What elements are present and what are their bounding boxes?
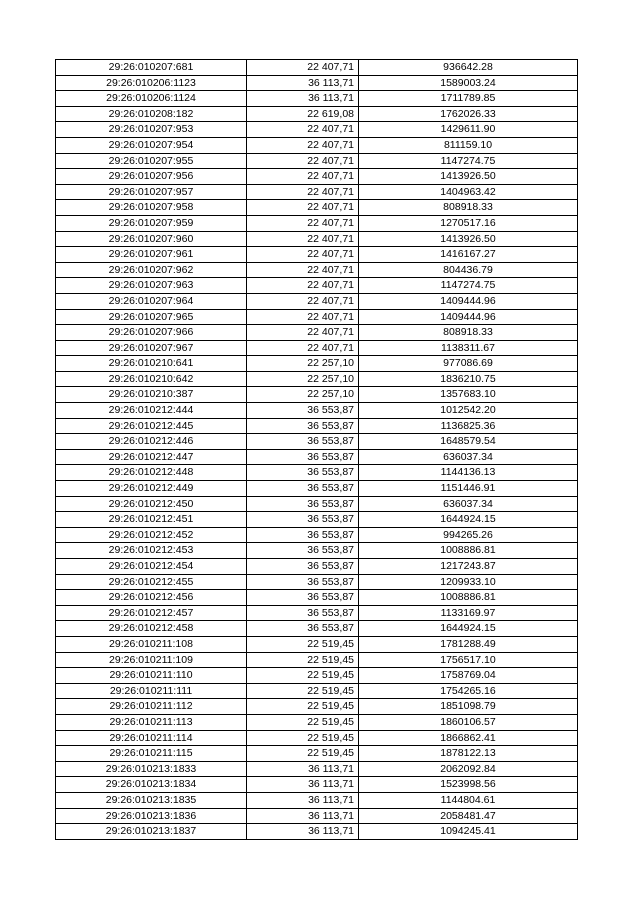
cadastral-number-cell: 29:26:010207:960 bbox=[56, 231, 247, 247]
cadastral-number-cell: 29:26:010211:112 bbox=[56, 699, 247, 715]
cadastral-value-cell: 1409444.96 bbox=[359, 293, 578, 309]
cadastral-value-cell: 636037.34 bbox=[359, 496, 578, 512]
area-cell: 22 407,71 bbox=[247, 309, 359, 325]
table-row bbox=[56, 621, 578, 637]
table-row bbox=[56, 293, 578, 309]
cadastral-value-cell: 1523998.56 bbox=[359, 777, 578, 793]
cadastral-number-cell: 29:26:010207:962 bbox=[56, 262, 247, 278]
cadastral-number-cell: 29:26:010212:455 bbox=[56, 574, 247, 590]
cadastral-number-cell: 29:26:010211:111 bbox=[56, 683, 247, 699]
table-row bbox=[56, 91, 578, 107]
cadastral-value-cell: 2058481.47 bbox=[359, 808, 578, 824]
area-cell: 22 407,71 bbox=[247, 215, 359, 231]
table-row bbox=[56, 340, 578, 356]
cadastral-value-cell: 936642.28 bbox=[359, 60, 578, 76]
cadastral-value-cell: 1644924.15 bbox=[359, 621, 578, 637]
table-row bbox=[56, 668, 578, 684]
area-cell: 36 113,71 bbox=[247, 91, 359, 107]
cadastral-number-cell: 29:26:010212:456 bbox=[56, 590, 247, 606]
cadastral-value-cell: 1711789.85 bbox=[359, 91, 578, 107]
cadastral-number-cell: 29:26:010213:1833 bbox=[56, 761, 247, 777]
cadastral-number-cell: 29:26:010206:1124 bbox=[56, 91, 247, 107]
area-cell: 36 553,87 bbox=[247, 512, 359, 528]
cadastral-number-cell: 29:26:010207:967 bbox=[56, 340, 247, 356]
cadastral-value-cell: 1429611.90 bbox=[359, 122, 578, 138]
cadastral-number-cell: 29:26:010207:963 bbox=[56, 278, 247, 294]
cadastral-value-cell: 1413926.50 bbox=[359, 169, 578, 185]
cadastral-number-cell: 29:26:010212:444 bbox=[56, 403, 247, 419]
cadastral-value-cell: 1416167.27 bbox=[359, 247, 578, 263]
cadastral-number-cell: 29:26:010210:642 bbox=[56, 371, 247, 387]
table-row bbox=[56, 106, 578, 122]
table-row bbox=[56, 527, 578, 543]
table-row bbox=[56, 590, 578, 606]
cadastral-value-cell: 1762026.33 bbox=[359, 106, 578, 122]
table-row bbox=[56, 247, 578, 263]
cadastral-number-cell: 29:26:010211:110 bbox=[56, 668, 247, 684]
cadastral-value-cell: 1012542.20 bbox=[359, 403, 578, 419]
cadastral-value-cell: 1133169.97 bbox=[359, 605, 578, 621]
cadastral-value-cell: 1008886.81 bbox=[359, 543, 578, 559]
cadastral-number-cell: 29:26:010207:958 bbox=[56, 200, 247, 216]
cadastral-number-cell: 29:26:010210:387 bbox=[56, 387, 247, 403]
cadastral-number-cell: 29:26:010212:446 bbox=[56, 434, 247, 450]
cadastral-value-cell: 1270517.16 bbox=[359, 215, 578, 231]
table-row bbox=[56, 309, 578, 325]
cadastral-number-cell: 29:26:010213:1834 bbox=[56, 777, 247, 793]
area-cell: 22 407,71 bbox=[247, 184, 359, 200]
table-row bbox=[56, 137, 578, 153]
table-row bbox=[56, 465, 578, 481]
cadastral-value-cell: 1151446.91 bbox=[359, 481, 578, 497]
cadastral-number-cell: 29:26:010207:956 bbox=[56, 169, 247, 185]
area-cell: 22 407,71 bbox=[247, 153, 359, 169]
cadastral-number-cell: 29:26:010212:453 bbox=[56, 543, 247, 559]
area-cell: 36 553,87 bbox=[247, 449, 359, 465]
area-cell: 22 519,45 bbox=[247, 652, 359, 668]
cadastral-value-cell: 1144804.61 bbox=[359, 792, 578, 808]
cadastral-value-cell: 1878122.13 bbox=[359, 746, 578, 762]
area-cell: 22 257,10 bbox=[247, 356, 359, 372]
cadastral-value-cell: 1758769.04 bbox=[359, 668, 578, 684]
table-row bbox=[56, 714, 578, 730]
area-cell: 36 553,87 bbox=[247, 527, 359, 543]
cadastral-number-cell: 29:26:010207:681 bbox=[56, 60, 247, 76]
table-row bbox=[56, 605, 578, 621]
area-cell: 22 407,71 bbox=[247, 278, 359, 294]
cadastral-value-cell: 1144136.13 bbox=[359, 465, 578, 481]
area-cell: 36 553,87 bbox=[247, 434, 359, 450]
cadastral-value-cell: 1217243.87 bbox=[359, 559, 578, 575]
area-cell: 22 407,71 bbox=[247, 137, 359, 153]
area-cell: 36 553,87 bbox=[247, 403, 359, 419]
cadastral-number-cell: 29:26:010213:1837 bbox=[56, 824, 247, 840]
area-cell: 22 519,45 bbox=[247, 730, 359, 746]
cadastral-number-cell: 29:26:010207:966 bbox=[56, 325, 247, 341]
area-cell: 22 619,08 bbox=[247, 106, 359, 122]
cadastral-number-cell: 29:26:010207:955 bbox=[56, 153, 247, 169]
area-cell: 36 553,87 bbox=[247, 418, 359, 434]
table-body bbox=[56, 60, 578, 840]
cadastral-value-cell: 1589003.24 bbox=[359, 75, 578, 91]
table-row bbox=[56, 325, 578, 341]
table-row bbox=[56, 652, 578, 668]
area-cell: 36 113,71 bbox=[247, 761, 359, 777]
cadastral-number-cell: 29:26:010212:451 bbox=[56, 512, 247, 528]
cadastral-number-cell: 29:26:010213:1835 bbox=[56, 792, 247, 808]
cadastral-value-cell: 1851098.79 bbox=[359, 699, 578, 715]
cadastral-number-cell: 29:26:010212:450 bbox=[56, 496, 247, 512]
cadastral-number-cell: 29:26:010211:108 bbox=[56, 636, 247, 652]
cadastral-value-cell: 1866862.41 bbox=[359, 730, 578, 746]
cadastral-number-cell: 29:26:010212:448 bbox=[56, 465, 247, 481]
area-cell: 36 113,71 bbox=[247, 792, 359, 808]
table-row bbox=[56, 699, 578, 715]
table-row bbox=[56, 496, 578, 512]
table-row bbox=[56, 262, 578, 278]
table-row bbox=[56, 824, 578, 840]
cadastral-value-cell: 1756517.10 bbox=[359, 652, 578, 668]
cadastral-number-cell: 29:26:010208:182 bbox=[56, 106, 247, 122]
table-row bbox=[56, 418, 578, 434]
area-cell: 36 113,71 bbox=[247, 808, 359, 824]
cadastral-value-cell: 1136825.36 bbox=[359, 418, 578, 434]
table-row bbox=[56, 559, 578, 575]
table-row bbox=[56, 356, 578, 372]
table-row bbox=[56, 543, 578, 559]
area-cell: 22 519,45 bbox=[247, 699, 359, 715]
area-cell: 22 257,10 bbox=[247, 387, 359, 403]
area-cell: 22 407,71 bbox=[247, 340, 359, 356]
area-cell: 36 553,87 bbox=[247, 465, 359, 481]
area-cell: 36 553,87 bbox=[247, 605, 359, 621]
table-row bbox=[56, 792, 578, 808]
cadastral-value-cell: 1094245.41 bbox=[359, 824, 578, 840]
area-cell: 22 519,45 bbox=[247, 636, 359, 652]
cadastral-value-cell: 1413926.50 bbox=[359, 231, 578, 247]
cadastral-number-cell: 29:26:010207:959 bbox=[56, 215, 247, 231]
table-row bbox=[56, 449, 578, 465]
cadastral-number-cell: 29:26:010212:447 bbox=[56, 449, 247, 465]
table-row bbox=[56, 60, 578, 76]
cadastral-number-cell: 29:26:010212:454 bbox=[56, 559, 247, 575]
table-row bbox=[56, 387, 578, 403]
cadastral-number-cell: 29:26:010211:113 bbox=[56, 714, 247, 730]
cadastral-number-cell: 29:26:010211:114 bbox=[56, 730, 247, 746]
cadastral-value-cell: 1404963.42 bbox=[359, 184, 578, 200]
cadastral-value-cell: 1754265.16 bbox=[359, 683, 578, 699]
area-cell: 22 519,45 bbox=[247, 746, 359, 762]
table-row bbox=[56, 184, 578, 200]
cadastral-value-cell: 811159.10 bbox=[359, 137, 578, 153]
cadastral-value-cell: 1860106.57 bbox=[359, 714, 578, 730]
area-cell: 36 553,87 bbox=[247, 496, 359, 512]
cadastral-value-cell: 977086.69 bbox=[359, 356, 578, 372]
cadastral-value-cell: 1357683.10 bbox=[359, 387, 578, 403]
table-row bbox=[56, 574, 578, 590]
area-cell: 22 519,45 bbox=[247, 668, 359, 684]
area-cell: 36 113,71 bbox=[247, 777, 359, 793]
table-row bbox=[56, 730, 578, 746]
area-cell: 22 407,71 bbox=[247, 247, 359, 263]
area-cell: 22 519,45 bbox=[247, 714, 359, 730]
cadastral-value-cell: 804436.79 bbox=[359, 262, 578, 278]
area-cell: 36 553,87 bbox=[247, 621, 359, 637]
area-cell: 22 407,71 bbox=[247, 325, 359, 341]
cadastral-value-cell: 1648579.54 bbox=[359, 434, 578, 450]
area-cell: 36 553,87 bbox=[247, 481, 359, 497]
cadastral-number-cell: 29:26:010206:1123 bbox=[56, 75, 247, 91]
cadastral-number-cell: 29:26:010210:641 bbox=[56, 356, 247, 372]
cadastral-value-cell: 1209933.10 bbox=[359, 574, 578, 590]
cadastral-number-cell: 29:26:010213:1836 bbox=[56, 808, 247, 824]
table-row bbox=[56, 231, 578, 247]
area-cell: 36 553,87 bbox=[247, 590, 359, 606]
cadastral-value-cell: 636037.34 bbox=[359, 449, 578, 465]
area-cell: 22 257,10 bbox=[247, 371, 359, 387]
table-row bbox=[56, 278, 578, 294]
cadastral-number-cell: 29:26:010211:115 bbox=[56, 746, 247, 762]
area-cell: 22 407,71 bbox=[247, 60, 359, 76]
area-cell: 22 407,71 bbox=[247, 169, 359, 185]
area-cell: 22 407,71 bbox=[247, 262, 359, 278]
table-row bbox=[56, 761, 578, 777]
table-row bbox=[56, 215, 578, 231]
area-cell: 22 407,71 bbox=[247, 231, 359, 247]
cadastral-value-cell: 1781288.49 bbox=[359, 636, 578, 652]
cadastral-value-cell: 994265.26 bbox=[359, 527, 578, 543]
cadastral-value-cell: 808918.33 bbox=[359, 200, 578, 216]
area-cell: 36 113,71 bbox=[247, 75, 359, 91]
area-cell: 22 519,45 bbox=[247, 683, 359, 699]
area-cell: 36 113,71 bbox=[247, 824, 359, 840]
cadastral-number-cell: 29:26:010212:445 bbox=[56, 418, 247, 434]
cadastral-value-cell: 1409444.96 bbox=[359, 309, 578, 325]
area-cell: 36 553,87 bbox=[247, 543, 359, 559]
cadastral-number-cell: 29:26:010212:452 bbox=[56, 527, 247, 543]
table-row bbox=[56, 371, 578, 387]
cadastral-value-cell: 1138311.67 bbox=[359, 340, 578, 356]
table-row bbox=[56, 169, 578, 185]
table-row bbox=[56, 122, 578, 138]
table-row bbox=[56, 200, 578, 216]
table-row bbox=[56, 403, 578, 419]
area-cell: 22 407,71 bbox=[247, 122, 359, 138]
cadastral-number-cell: 29:26:010207:965 bbox=[56, 309, 247, 325]
area-cell: 36 553,87 bbox=[247, 574, 359, 590]
cadastral-number-cell: 29:26:010212:457 bbox=[56, 605, 247, 621]
table-row bbox=[56, 746, 578, 762]
cadastral-value-cell: 1008886.81 bbox=[359, 590, 578, 606]
cadastral-value-table bbox=[55, 59, 578, 840]
cadastral-number-cell: 29:26:010207:961 bbox=[56, 247, 247, 263]
cadastral-number-cell: 29:26:010207:957 bbox=[56, 184, 247, 200]
table-row bbox=[56, 434, 578, 450]
cadastral-number-cell: 29:26:010211:109 bbox=[56, 652, 247, 668]
cadastral-number-cell: 29:26:010207:953 bbox=[56, 122, 247, 138]
table-row bbox=[56, 636, 578, 652]
cadastral-number-cell: 29:26:010212:449 bbox=[56, 481, 247, 497]
area-cell: 36 553,87 bbox=[247, 559, 359, 575]
cadastral-number-cell: 29:26:010212:458 bbox=[56, 621, 247, 637]
table-row bbox=[56, 777, 578, 793]
area-cell: 22 407,71 bbox=[247, 200, 359, 216]
cadastral-value-cell: 1147274.75 bbox=[359, 278, 578, 294]
cadastral-value-cell: 2062092.84 bbox=[359, 761, 578, 777]
table-row bbox=[56, 153, 578, 169]
cadastral-value-cell: 808918.33 bbox=[359, 325, 578, 341]
table-row bbox=[56, 481, 578, 497]
table-row bbox=[56, 512, 578, 528]
cadastral-number-cell: 29:26:010207:964 bbox=[56, 293, 247, 309]
cadastral-value-cell: 1836210.75 bbox=[359, 371, 578, 387]
area-cell: 22 407,71 bbox=[247, 293, 359, 309]
table-row bbox=[56, 683, 578, 699]
cadastral-number-cell: 29:26:010207:954 bbox=[56, 137, 247, 153]
cadastral-value-cell: 1147274.75 bbox=[359, 153, 578, 169]
cadastral-value-cell: 1644924.15 bbox=[359, 512, 578, 528]
table-row bbox=[56, 808, 578, 824]
table-row bbox=[56, 75, 578, 91]
